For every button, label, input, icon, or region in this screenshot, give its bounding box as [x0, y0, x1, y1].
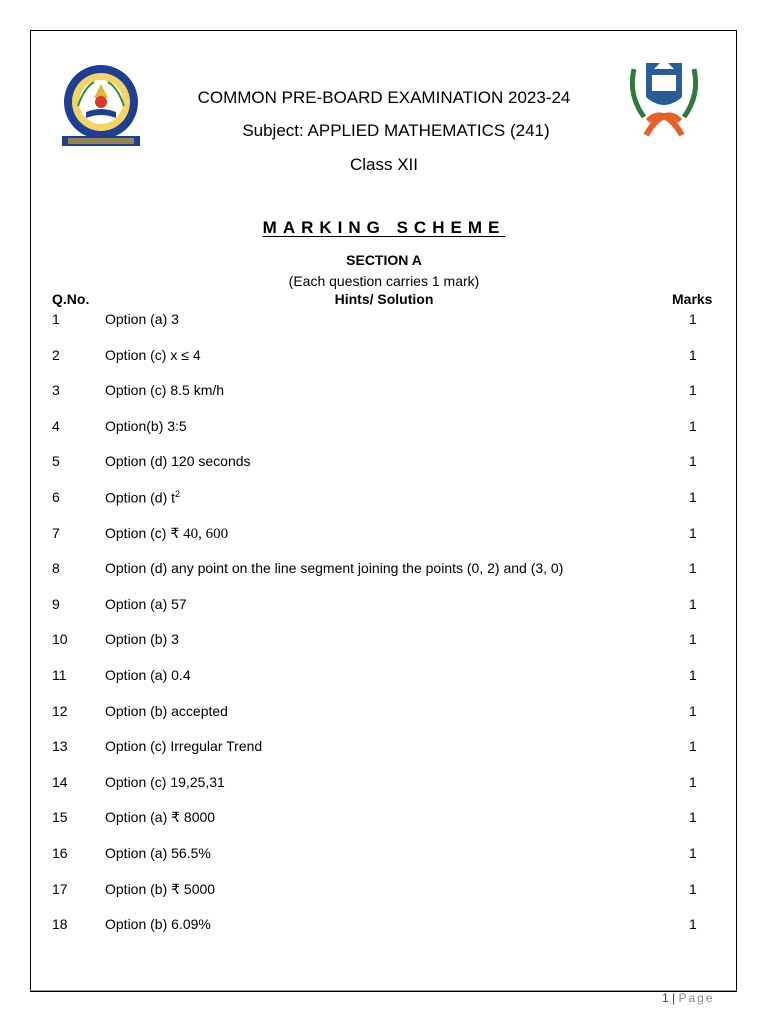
marks-value: 1 [689, 382, 697, 399]
table-row [0, 703, 768, 739]
answer-text: Option (d) $t^2$ [105, 488, 181, 506]
marks-value: 1 [689, 488, 697, 505]
marks-value: 1 [689, 809, 697, 826]
footer-rule [30, 990, 737, 991]
marks-value: 1 [689, 880, 697, 897]
question-number: 13 [52, 738, 68, 755]
marks-value: 1 [689, 631, 697, 648]
table-row [0, 631, 768, 667]
question-number: 18 [52, 916, 68, 933]
amount-value: 40, 600 [183, 525, 229, 542]
table-row [0, 489, 768, 525]
answer-text: Option (c) 19,25,31 [105, 773, 225, 790]
question-number: 4 [52, 417, 60, 434]
marks-value: 1 [689, 595, 697, 612]
table-row [0, 311, 768, 347]
answer-text: Option (b) accepted [105, 702, 228, 719]
marks-value: 1 [689, 702, 697, 719]
question-number: 9 [52, 595, 60, 612]
question-number: 11 [52, 666, 67, 683]
table-row [0, 809, 768, 845]
marks-value: 1 [689, 453, 697, 470]
marks-value: 1 [689, 844, 697, 861]
answer-text: Option (b) 3 [105, 631, 179, 648]
section-note: (Each question carries 1 mark) [288, 273, 480, 289]
section-heading: SECTION A [346, 252, 422, 268]
table-row [0, 418, 768, 454]
subject-line: Subject: APPLIED MATHEMATICS (241) [242, 121, 550, 140]
marks-column-header: Marks [672, 291, 713, 307]
marking-scheme-title: MARKING SCHEME [262, 218, 506, 237]
table-row [0, 347, 768, 383]
question-number: 17 [52, 880, 68, 897]
answer-text: Option (a) 3 [105, 311, 179, 327]
table-row [0, 738, 768, 774]
question-number: 12 [52, 702, 68, 719]
answer-text: Option (a) 56.5% [105, 844, 211, 861]
question-number: 8 [52, 560, 60, 577]
answer-table [0, 311, 768, 952]
marks-value: 1 [689, 417, 697, 434]
table-row [0, 560, 768, 596]
marks-value: 1 [689, 346, 697, 363]
marks-value: 1 [689, 773, 697, 790]
table-row [0, 881, 768, 917]
question-number: 7 [52, 524, 60, 541]
marks-value: 1 [689, 311, 697, 327]
page-number: 1 | Page [662, 991, 715, 1005]
answer-text: Option (c) ₹ 40, 600 [105, 524, 229, 542]
marks-value: 1 [689, 524, 697, 541]
qno-column-header: Q.No. [52, 291, 90, 307]
answer-text: Option (d) 120 seconds [105, 453, 251, 470]
question-number: 16 [52, 844, 68, 861]
question-number: 2 [52, 346, 60, 363]
question-number: 14 [52, 773, 68, 790]
answer-text: Option (a) 57 [105, 595, 187, 612]
question-number: 5 [52, 453, 60, 470]
marks-value: 1 [689, 666, 697, 683]
answer-text: Option (a) 0.4 [105, 666, 191, 683]
answer-text: Option (c) Irregular Trend [105, 738, 263, 755]
table-row [0, 845, 768, 881]
marks-value: 1 [689, 738, 697, 755]
answer-text: Option (c) x ≤ 4 [105, 346, 201, 363]
answer-text: Option (a) ₹ 8000 [105, 809, 216, 826]
class-line: Class XII [349, 155, 419, 174]
superscript: 2 [175, 488, 181, 499]
question-number: 3 [52, 382, 60, 399]
table-row [0, 596, 768, 632]
table-row [0, 453, 768, 489]
table-row [0, 916, 768, 952]
question-number: 1 [52, 311, 60, 327]
question-number: 10 [52, 631, 68, 648]
answer-text: Option (b) 6.09% [105, 916, 211, 933]
answer-text: Option (b) ₹ 5000 [105, 880, 216, 897]
question-number: 15 [52, 809, 68, 826]
marks-value: 1 [689, 560, 697, 577]
table-row [0, 525, 768, 561]
exam-title: COMMON PRE-BOARD EXAMINATION 2023-24 [197, 88, 571, 107]
marks-value: 1 [689, 916, 697, 933]
answer-text: Option (c) 8.5 km/h [105, 382, 225, 399]
table-row [0, 774, 768, 810]
question-number: 6 [52, 488, 60, 505]
answer-text: Option(b) 3:5 [105, 417, 187, 434]
table-row [0, 667, 768, 703]
table-row [0, 382, 768, 418]
hints-column-header: Hints/ Solution [334, 291, 434, 307]
answer-text: Option (d) any point on the line segment joining the points (0, 2) and (3, 0) [105, 560, 564, 577]
